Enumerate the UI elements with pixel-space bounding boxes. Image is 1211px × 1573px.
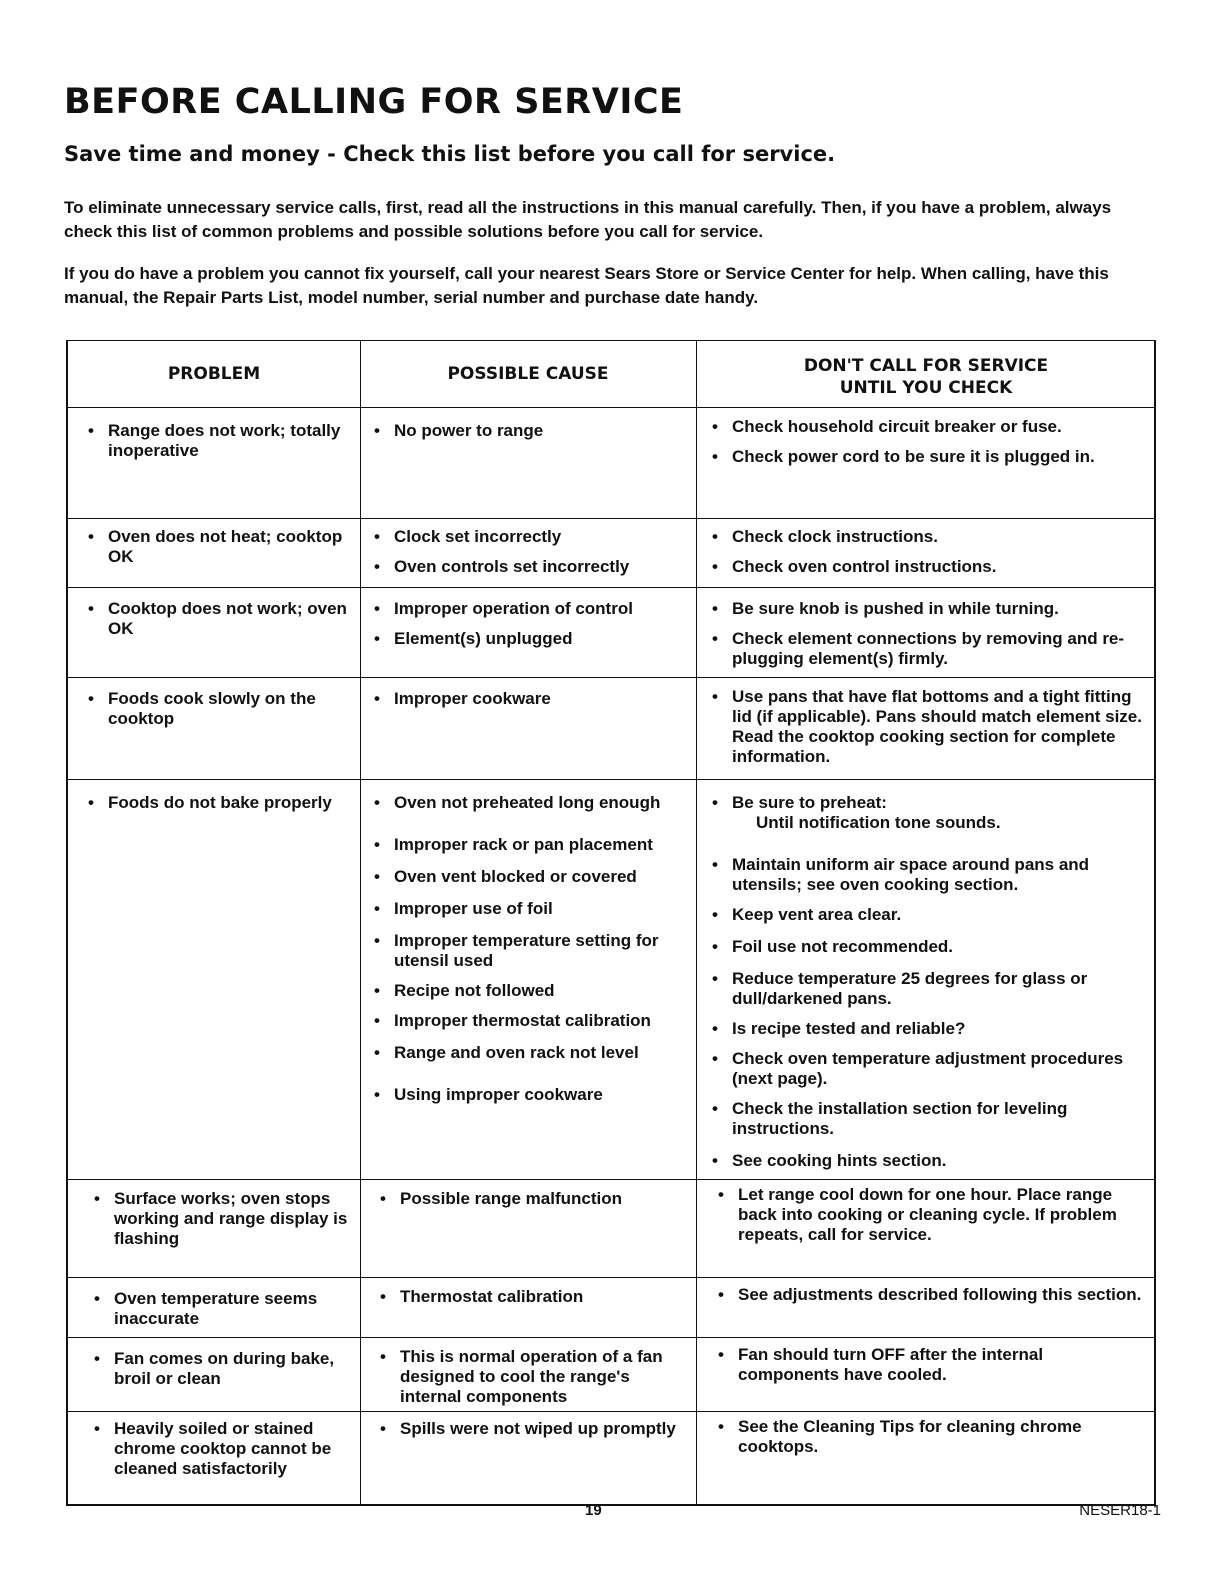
check-item: • Fan should turn OFF after the internal components have cooled. bbox=[712, 1345, 1148, 1385]
check-item: • Foil use not recommended. bbox=[706, 937, 1146, 957]
cause-cell bbox=[368, 689, 684, 719]
cause-item: • Possible range malfunction bbox=[374, 1189, 686, 1209]
check-item: • Check clock instructions. bbox=[706, 527, 1146, 547]
check-item: • Check household circuit breaker or fuse. bbox=[706, 417, 1146, 437]
cause-item: • Thermostat calibration bbox=[374, 1287, 686, 1307]
cause-item: • Improper cookware bbox=[368, 689, 684, 709]
cause-item: • Using improper cookware bbox=[368, 1085, 684, 1105]
header-check-line2: UNTIL YOU CHECK bbox=[839, 378, 1013, 398]
cause-item: • Oven vent blocked or covered bbox=[368, 867, 684, 887]
check-cell bbox=[706, 417, 1146, 477]
problem-text: • Surface works; oven stops working and range display is flashing bbox=[88, 1189, 350, 1249]
check-item-text: Be sure to preheat: bbox=[732, 793, 887, 812]
cause-item: • Improper thermostat calibration bbox=[368, 1011, 684, 1031]
cause-item: • Improper temperature setting for utensil used bbox=[368, 931, 684, 971]
row-divider bbox=[68, 407, 1154, 408]
check-item: • See adjustments described following this section. bbox=[712, 1285, 1148, 1305]
row-divider bbox=[68, 779, 1154, 780]
cause-cell bbox=[374, 1287, 686, 1317]
header-problem: PROBLEM bbox=[167, 364, 261, 384]
page-subtitle: Save time and money - Check this list before you call for service. bbox=[64, 142, 836, 166]
problem-text: • Fan comes on during bake, broil or clean bbox=[88, 1349, 350, 1389]
problem-text: • Heavily soiled or stained chrome cooktop cannot be cleaned satisfactorily bbox=[88, 1419, 350, 1479]
cause-item: • Element(s) unplugged bbox=[368, 629, 684, 649]
cause-cell bbox=[374, 1347, 686, 1417]
check-item: • Check oven control instructions. bbox=[706, 557, 1146, 577]
cause-item: • Spills were not wiped up promptly bbox=[374, 1419, 686, 1439]
row-divider bbox=[68, 1277, 1154, 1278]
cause-cell bbox=[368, 421, 684, 451]
check-cell bbox=[706, 527, 1146, 587]
cause-item: • Improper rack or pan placement bbox=[368, 835, 684, 855]
check-cell bbox=[706, 793, 1146, 1181]
cause-item: • Range and oven rack not level bbox=[368, 1043, 684, 1063]
problem-cell bbox=[82, 793, 350, 823]
check-item: • Let range cool down for one hour. Place range back into cooking or cleaning cycle. If problem repeats, call for service. bbox=[712, 1185, 1148, 1245]
cause-cell bbox=[368, 793, 684, 1115]
problem-cell bbox=[82, 689, 350, 739]
check-item: • Maintain uniform air space around pans and utensils; see oven cooking section. bbox=[706, 855, 1146, 895]
intro-paragraph-1: To eliminate unnecessary service calls, first, read all the instructions in this manual carefully. Then, if you have a problem, always check this list of common problems and possible solutions before you call for service. bbox=[64, 198, 1112, 241]
header-check bbox=[696, 355, 1156, 399]
problem-text: • Foods do not bake properly bbox=[82, 793, 350, 813]
problem-cell bbox=[82, 599, 350, 649]
page-title: BEFORE CALLING FOR SERVICE bbox=[64, 82, 684, 122]
check-item: • Reduce temperature 25 degrees for glass or dull/darkened pans. bbox=[706, 969, 1146, 1009]
check-cell bbox=[706, 687, 1146, 777]
check-cell bbox=[706, 599, 1146, 679]
problem-text: • Foods cook slowly on the cooktop bbox=[82, 689, 350, 729]
cause-item: • This is normal operation of a fan designed to cool the range's internal components bbox=[374, 1347, 686, 1407]
problem-cell bbox=[88, 1349, 350, 1399]
document-code: NESER18-1 bbox=[1079, 1502, 1161, 1519]
cause-cell bbox=[368, 527, 684, 587]
check-item: • Check oven temperature adjustment procedures (next page). bbox=[706, 1049, 1146, 1089]
check-item: • See cooking hints section. bbox=[706, 1151, 1146, 1171]
cause-cell bbox=[374, 1419, 686, 1449]
column-divider bbox=[360, 341, 361, 1504]
page-number: 19 bbox=[585, 1502, 602, 1519]
problem-text: • Cooktop does not work; oven OK bbox=[82, 599, 350, 639]
check-item: • Check the installation section for leveling instructions. bbox=[706, 1099, 1146, 1139]
check-cell bbox=[712, 1417, 1148, 1467]
check-item: • Keep vent area clear. bbox=[706, 905, 1146, 925]
check-cell bbox=[712, 1285, 1148, 1315]
check-cell bbox=[712, 1345, 1148, 1395]
cause-item: • Clock set incorrectly bbox=[368, 527, 684, 547]
troubleshooting-table bbox=[66, 340, 1156, 1506]
cause-item: • No power to range bbox=[368, 421, 684, 441]
check-item: • Check power cord to be sure it is plugged in. bbox=[706, 447, 1146, 467]
check-item: • Use pans that have flat bottoms and a tight fitting lid (if applicable). Pans should match element size. Read the cooktop cooking section for complete information. bbox=[706, 687, 1146, 767]
problem-text: • Oven does not heat; cooktop OK bbox=[82, 527, 350, 567]
intro-paragraph-2: If you do have a problem you cannot fix yourself, call your nearest Sears Store or Service Center for help. When calling, have this manual, the Repair Parts List, model number, serial number and purchase date handy. bbox=[64, 264, 1109, 307]
check-item: • Check element connections by removing and re-plugging element(s) firmly. bbox=[706, 629, 1146, 669]
cause-cell bbox=[374, 1189, 686, 1219]
check-item: • Be sure knob is pushed in while turning. bbox=[706, 599, 1146, 619]
row-divider bbox=[68, 587, 1154, 588]
problem-cell bbox=[88, 1419, 350, 1489]
cause-cell bbox=[368, 599, 684, 659]
check-sub-text: Until notification tone sounds. bbox=[756, 813, 1001, 832]
problem-cell bbox=[82, 527, 350, 577]
column-divider bbox=[696, 341, 697, 1504]
check-item: • Is recipe tested and reliable? bbox=[706, 1019, 1146, 1039]
cause-item: • Oven not preheated long enough bbox=[368, 793, 684, 813]
problem-text: • Range does not work; totally inoperative bbox=[82, 421, 350, 461]
check-item: • See the Cleaning Tips for cleaning chrome cooktops. bbox=[712, 1417, 1148, 1457]
header-check-line1: DON'T CALL FOR SERVICE bbox=[803, 356, 1049, 376]
cause-item: • Improper use of foil bbox=[368, 899, 684, 919]
cause-item: • Oven controls set incorrectly bbox=[368, 557, 684, 577]
check-item bbox=[706, 793, 1146, 833]
problem-cell bbox=[82, 421, 350, 471]
problem-cell bbox=[88, 1289, 350, 1339]
check-cell bbox=[712, 1185, 1148, 1255]
problem-cell bbox=[88, 1189, 350, 1259]
problem-text: • Oven temperature seems inaccurate bbox=[88, 1289, 350, 1329]
header-cause: POSSIBLE CAUSE bbox=[447, 364, 609, 384]
cause-item: • Improper operation of control bbox=[368, 599, 684, 619]
cause-item: • Recipe not followed bbox=[368, 981, 684, 1001]
row-divider bbox=[68, 518, 1154, 519]
